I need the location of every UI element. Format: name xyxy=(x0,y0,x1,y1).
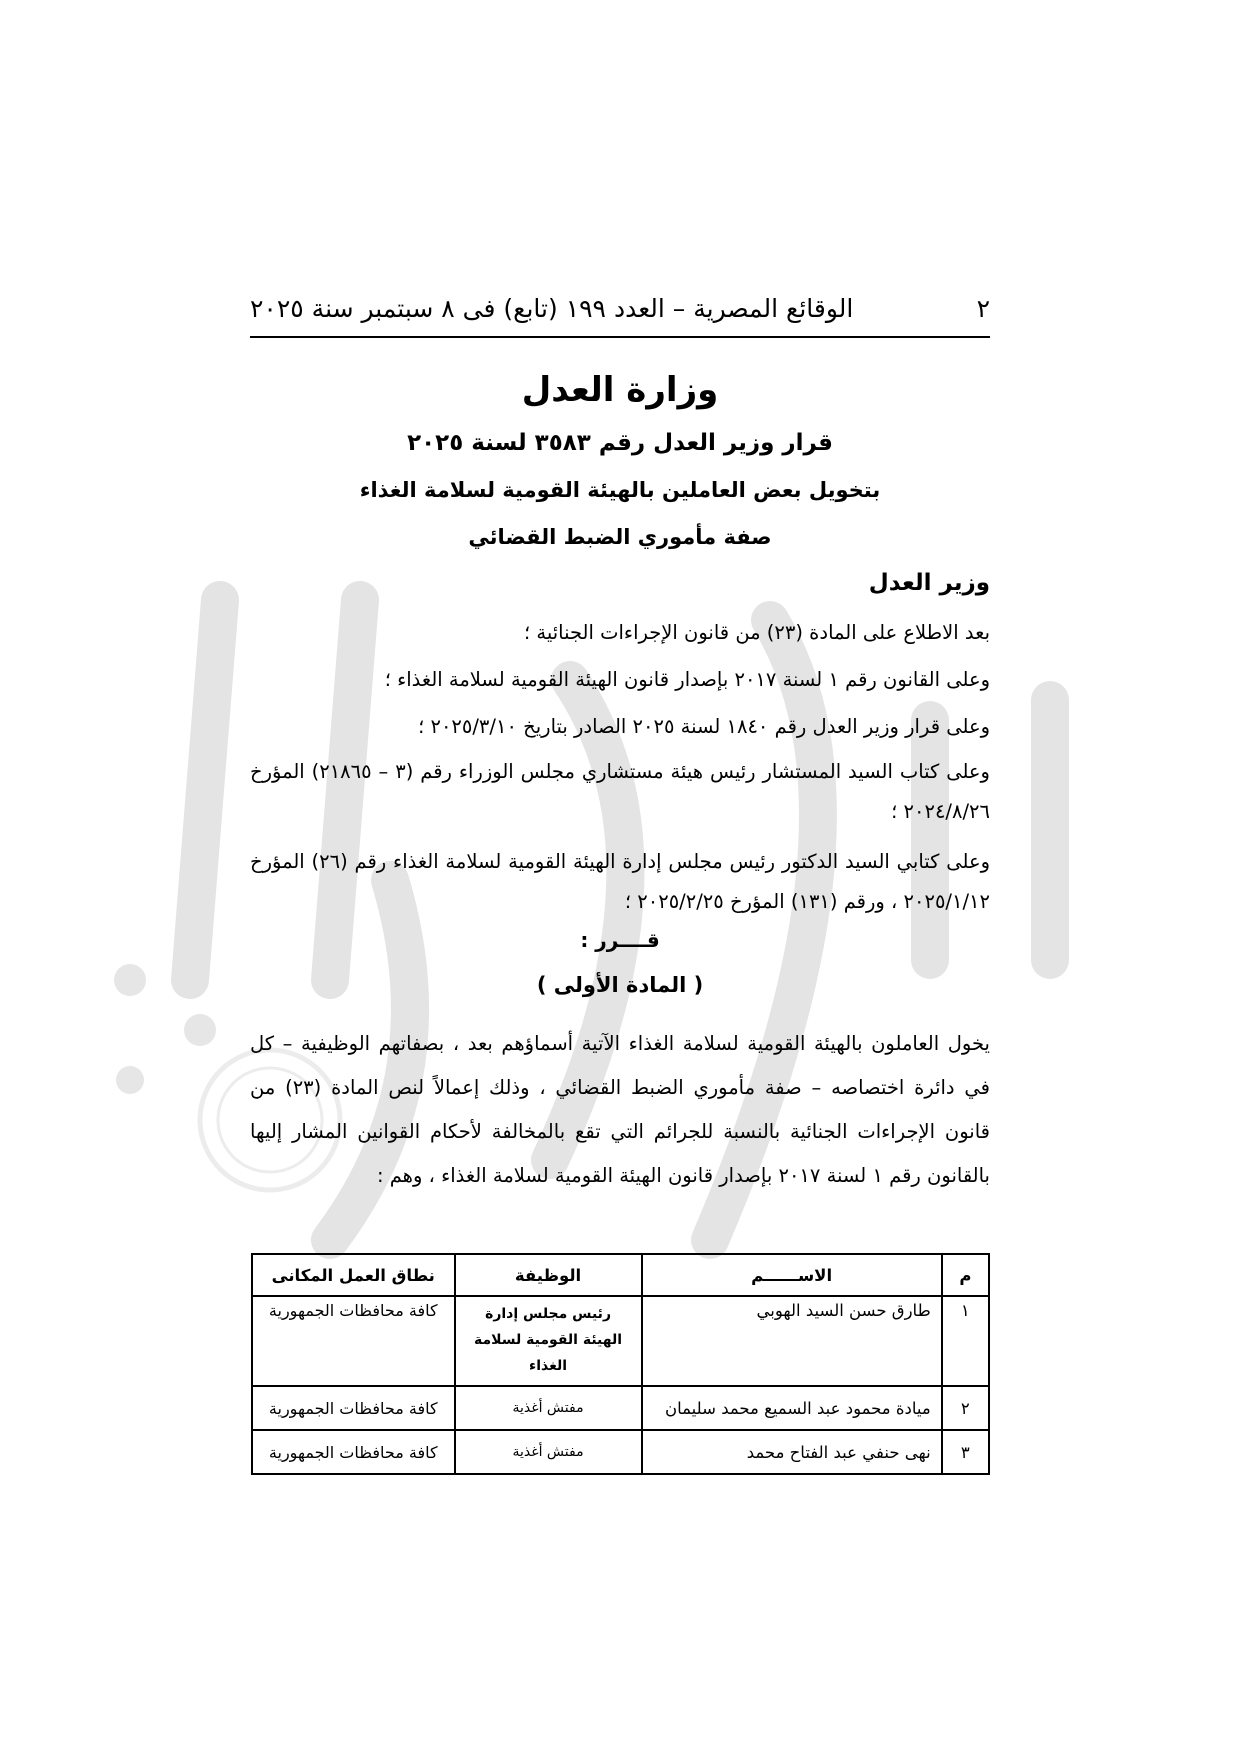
row-job: رئيس مجلس إدارة الهيئة القومية لسلامة الغذاء xyxy=(455,1296,642,1386)
row-scope: كافة محافظات الجمهورية xyxy=(252,1386,455,1430)
col-header-name: الاســــــم xyxy=(642,1254,942,1296)
preamble-item: بعد الاطلاع على المادة (٢٣) من قانون الإجراءات الجنائية ؛ xyxy=(523,621,990,644)
row-name: ميادة محمود عبد السميع محمد سليمان xyxy=(642,1386,942,1430)
page-number: ٢ xyxy=(976,293,990,323)
preamble-item: وعلى كتاب السيد المستشار رئيس هيئة مستشاري مجلس الوزراء رقم (٣ – ٢١٨٦٥) المؤرخ ٢٠٢٤/٨/٢٦ ؛ xyxy=(250,760,990,823)
preamble-item: وعلى قرار وزير العدل رقم ١٨٤٠ لسنة ٢٠٢٥ الصادر بتاريخ ٢٠٢٥/٣/١٠ ؛ xyxy=(418,715,990,738)
decree-title: قرار وزير العدل رقم ٣٥٨٣ لسنة ٢٠٢٥ xyxy=(407,430,833,456)
col-header-num: م xyxy=(942,1254,989,1296)
gazette-issue: الوقائع المصرية – العدد ١٩٩ (تابع) فى ٨ سبتمبر سنة ٢٠٢٥ xyxy=(250,293,854,323)
preamble-item: وعلى كتابي السيد الدكتور رئيس مجلس إدارة الهيئة القومية لسلامة الغذاء رقم (٢٦) المؤرخ ٢٠٢٥/١/١٢ ، ورقم (١٣١) المؤرخ ٢٠٢٥/٢/٢٥ ؛ xyxy=(250,850,990,913)
row-scope: كافة محافظات الجمهورية xyxy=(252,1296,455,1386)
preamble-item: وعلى القانون رقم ١ لسنة ٢٠١٧ بإصدار قانون الهيئة القومية لسلامة الغذاء ؛ xyxy=(384,668,990,691)
row-scope: كافة محافظات الجمهورية xyxy=(252,1430,455,1474)
table-row xyxy=(252,1430,989,1474)
table-row xyxy=(252,1386,989,1430)
row-job: مفتش أغذية xyxy=(455,1386,642,1430)
table-row xyxy=(252,1296,989,1386)
article-title: ( المادة الأولى ) xyxy=(536,973,704,997)
col-header-scope: نطاق العمل المكانى xyxy=(252,1254,455,1296)
row-num: ٣ xyxy=(942,1430,989,1474)
row-name: نهى حنفي عبد الفتاح محمد xyxy=(642,1430,942,1474)
decided-heading: قــــرر : xyxy=(580,928,660,952)
article-text: يخول العاملون بالهيئة القومية لسلامة الغذاء الآتية أسماؤهم بعد ، بصفاتهم الوظيفية – كل في دائرة اختصاصه – صفة مأموري الضبط القضائي ، وذلك إعمالاً لنص المادة (٢٣) من قانون الإجراءات الجنائية بالنسبة للجرائم التي تقع بالمخالفة لأحكام القوانين المشار إليها بالقانون رقم ١ لسنة ٢٠١٧ بإصدار قانون الهيئة القومية لسلامة الغذاء ، وهم : xyxy=(250,1032,990,1187)
row-num: ١ xyxy=(942,1296,989,1386)
decree-subtitle-1: بتخويل بعض العاملين بالهيئة القومية لسلامة الغذاء xyxy=(359,478,881,502)
running-header xyxy=(250,283,990,333)
header-divider xyxy=(250,336,990,338)
ministry-title: وزارة العدل xyxy=(521,370,719,410)
staff-table xyxy=(251,1253,990,1475)
table-header-row xyxy=(252,1254,989,1296)
col-header-job: الوظيفة xyxy=(455,1254,642,1296)
row-job: مفتش أغذية xyxy=(455,1430,642,1474)
minister-heading: وزير العدل xyxy=(868,570,990,596)
decree-subtitle-2: صفة مأموري الضبط القضائي xyxy=(468,525,772,549)
row-num: ٢ xyxy=(942,1386,989,1430)
row-name: طارق حسن السيد الهوبي xyxy=(642,1296,942,1386)
